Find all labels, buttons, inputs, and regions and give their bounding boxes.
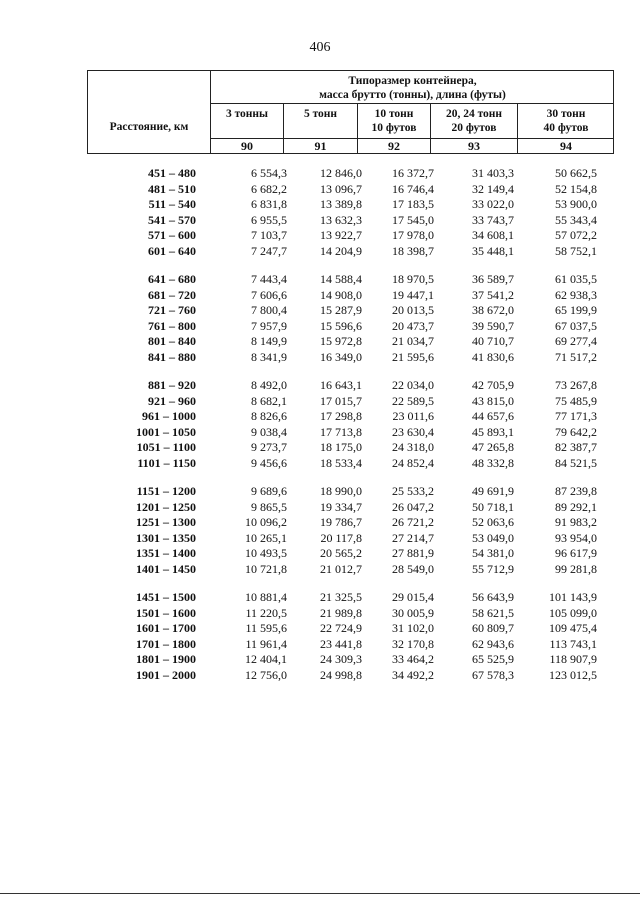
tariff-value: 31 102,0	[392, 621, 434, 635]
tariff-value: 22 034,0	[392, 378, 434, 392]
tariff-value: 6 955,5	[251, 212, 287, 227]
tariff-value: 16 349,0	[320, 349, 362, 364]
tariff-value: 21 325,5	[320, 590, 362, 604]
tariff-value: 8 492,0	[251, 378, 287, 392]
table-row	[0, 440, 640, 456]
tariff-value: 9 865,5	[251, 499, 287, 514]
tariff-value: 11 220,5	[245, 605, 287, 620]
tariff-value: 14 204,9	[320, 243, 362, 258]
tariff-value: 61 035,5	[555, 272, 597, 286]
table-row	[0, 228, 640, 244]
tariff-value: 17 015,7	[320, 393, 362, 408]
table-row	[0, 288, 640, 304]
column-header-30t	[518, 104, 614, 154]
tariff-value: 17 978,0	[392, 228, 434, 242]
table-row	[0, 456, 640, 472]
tariff-value: 6 682,2	[251, 181, 287, 196]
tariff-value: 10 881,4	[245, 590, 287, 604]
tariff-value: 13 096,7	[320, 181, 362, 196]
tariff-value: 8 149,9	[251, 334, 287, 348]
table-row	[0, 500, 640, 516]
tariff-value: 58 621,5	[472, 605, 514, 620]
row-group	[0, 166, 640, 259]
tariff-value: 19 447,1	[392, 287, 434, 302]
table-row	[0, 562, 640, 578]
tariff-value: 71 517,2	[555, 349, 597, 364]
tariff-value: 24 318,0	[392, 440, 434, 454]
tariff-value: 18 970,5	[392, 272, 434, 286]
tariff-value: 52 154,8	[555, 181, 597, 196]
table-row	[0, 394, 640, 410]
tariff-value: 65 525,9	[472, 652, 514, 666]
tariff-value: 9 456,6	[251, 455, 287, 470]
table-row	[0, 334, 640, 350]
table-row	[0, 213, 640, 229]
tariff-value: 12 404,1	[245, 652, 287, 666]
tariff-value: 101 143,9	[549, 590, 597, 604]
distance-range: 1451 – 1500	[136, 590, 196, 604]
column-label: 10 тонн 10 футов	[371, 108, 417, 134]
tariff-value: 7 103,7	[251, 228, 287, 242]
tariff-value: 6 831,8	[251, 197, 287, 211]
tariff-value: 32 149,4	[472, 181, 514, 196]
tariff-value: 79 642,2	[555, 424, 597, 439]
tariff-value: 20 013,5	[392, 303, 434, 317]
tariff-value: 53 900,0	[555, 197, 597, 211]
table-row	[0, 244, 640, 260]
page-number: 406	[309, 40, 331, 55]
tariff-value: 17 183,5	[392, 197, 434, 211]
tariff-value: 17 298,8	[320, 409, 362, 423]
tariff-value: 118 907,9	[549, 652, 597, 666]
table-row	[0, 515, 640, 531]
table-row	[0, 350, 640, 366]
column-code: 94	[518, 138, 614, 155]
table-row	[0, 637, 640, 653]
tariff-value: 69 277,4	[555, 334, 597, 348]
tariff-value: 32 170,8	[392, 636, 434, 651]
tariff-value: 7 957,9	[251, 318, 287, 333]
tariff-value: 13 922,7	[320, 228, 362, 242]
container-type-title-line2: масса брутто (тонны), длина (футы)	[319, 89, 506, 101]
tariff-value: 27 214,7	[392, 530, 434, 545]
column-code: 92	[358, 138, 430, 155]
tariff-value: 10 265,1	[245, 530, 287, 545]
distance-range: 511 – 540	[148, 197, 196, 211]
tariff-value: 62 943,6	[472, 636, 514, 651]
tariff-value: 10 096,2	[245, 515, 287, 529]
distance-range: 1901 – 2000	[136, 667, 196, 682]
distance-range: 761 – 800	[148, 318, 196, 333]
row-group	[0, 378, 640, 471]
tariff-value: 41 830,6	[472, 349, 514, 364]
tariff-value: 67 578,3	[472, 667, 514, 682]
tariff-value: 11 961,4	[245, 636, 287, 651]
tariff-value: 13 632,3	[320, 212, 362, 227]
distance-header-cell	[87, 70, 211, 154]
table-row	[0, 197, 640, 213]
table-row	[0, 531, 640, 547]
tariff-value: 30 005,9	[392, 605, 434, 620]
table-row	[0, 425, 640, 441]
tariff-value: 34 608,1	[472, 228, 514, 242]
tariff-value: 15 596,6	[320, 318, 362, 333]
tariff-value: 21 595,6	[392, 349, 434, 364]
distance-range: 681 – 720	[148, 287, 196, 302]
tariff-value: 16 746,4	[392, 181, 434, 196]
tariff-value: 10 493,5	[245, 546, 287, 560]
tariff-value: 33 464,2	[392, 652, 434, 666]
tariff-value: 17 545,0	[392, 212, 434, 227]
tariff-value: 8 682,1	[251, 393, 287, 408]
tariff-value: 57 072,2	[555, 228, 597, 242]
tariff-value: 42 705,9	[472, 378, 514, 392]
column-header-10t	[358, 104, 431, 154]
row-group	[0, 484, 640, 577]
tariff-value: 65 199,9	[555, 303, 597, 317]
distance-range: 881 – 920	[148, 378, 196, 392]
container-type-header	[211, 70, 614, 104]
tariff-value: 77 171,3	[555, 409, 597, 423]
table-row	[0, 182, 640, 198]
distance-range: 1251 – 1300	[136, 515, 196, 529]
distance-range: 921 – 960	[148, 393, 196, 408]
table-row	[0, 590, 640, 606]
distance-range: 601 – 640	[148, 243, 196, 258]
row-group	[0, 590, 640, 683]
distance-range: 1201 – 1250	[136, 499, 196, 514]
table-row	[0, 378, 640, 394]
tariff-value: 15 972,8	[320, 334, 362, 348]
distance-range: 571 – 600	[148, 228, 196, 242]
tariff-value: 12 756,0	[245, 667, 287, 682]
tariff-value: 53 049,0	[472, 530, 514, 545]
column-code: 91	[284, 138, 357, 155]
tariff-value: 123 012,5	[549, 667, 597, 682]
container-type-title-line1: Типоразмер контейнера,	[348, 75, 477, 87]
tariff-value: 31 403,3	[472, 166, 514, 180]
tariff-value: 40 710,7	[472, 334, 514, 348]
tariff-value: 14 588,4	[320, 272, 362, 286]
tariff-value: 91 983,2	[555, 515, 597, 529]
tariff-value: 75 485,9	[555, 393, 597, 408]
tariff-value: 17 713,8	[320, 424, 362, 439]
distance-range: 1351 – 1400	[136, 546, 196, 560]
table-row	[0, 409, 640, 425]
tariff-value: 50 718,1	[472, 499, 514, 514]
distance-range: 1801 – 1900	[136, 652, 196, 666]
tariff-value: 50 662,5	[555, 166, 597, 180]
tariff-value: 33 743,7	[472, 212, 514, 227]
tariff-value: 10 721,8	[245, 561, 287, 576]
column-header-20t	[431, 104, 518, 154]
tariff-value: 35 448,1	[472, 243, 514, 258]
tariff-value: 22 724,9	[320, 621, 362, 635]
tariff-value: 48 332,8	[472, 455, 514, 470]
tariff-value: 9 273,7	[251, 440, 287, 454]
tariff-value: 38 672,0	[472, 303, 514, 317]
tariff-value: 18 990,0	[320, 484, 362, 498]
table-row	[0, 546, 640, 562]
tariff-value: 9 038,4	[251, 424, 287, 439]
tariff-value: 7 247,7	[251, 243, 287, 258]
tariff-value: 43 815,0	[472, 393, 514, 408]
column-label: 3 тонны	[225, 108, 269, 120]
distance-range: 1601 – 1700	[136, 621, 196, 635]
distance-header-label: Расстояние, км	[109, 121, 189, 133]
tariff-value: 55 343,4	[555, 212, 597, 227]
table-row	[0, 652, 640, 668]
tariff-value: 7 800,4	[251, 303, 287, 317]
tariff-value: 25 533,2	[392, 484, 434, 498]
tariff-value: 14 908,0	[320, 287, 362, 302]
tariff-value: 33 022,0	[472, 197, 514, 211]
column-label: 20, 24 тонн 20 футов	[445, 108, 503, 134]
tariff-table-body	[0, 166, 640, 696]
tariff-value: 11 595,6	[245, 621, 287, 635]
tariff-value: 93 954,0	[555, 530, 597, 545]
column-label: 30 тонн 40 футов	[543, 108, 589, 134]
distance-range: 1051 – 1100	[136, 440, 196, 454]
tariff-value: 54 381,0	[472, 546, 514, 560]
tariff-value: 19 334,7	[320, 499, 362, 514]
table-row	[0, 621, 640, 637]
tariff-value: 24 998,8	[320, 667, 362, 682]
tariff-value: 56 643,9	[472, 590, 514, 604]
distance-range: 481 – 510	[148, 181, 196, 196]
tariff-value: 84 521,5	[555, 455, 597, 470]
tariff-value: 45 893,1	[472, 424, 514, 439]
tariff-value: 26 721,2	[392, 515, 434, 529]
tariff-value: 37 541,2	[472, 287, 514, 302]
distance-range: 1301 – 1350	[136, 530, 196, 545]
tariff-value: 82 387,7	[555, 440, 597, 454]
table-row	[0, 668, 640, 684]
tariff-value: 47 265,8	[472, 440, 514, 454]
tariff-value: 16 643,1	[320, 378, 362, 392]
tariff-value: 19 786,7	[320, 515, 362, 529]
table-row	[0, 303, 640, 319]
tariff-value: 58 752,1	[555, 243, 597, 258]
column-label: 5 тонн	[303, 108, 338, 120]
tariff-value: 20 117,8	[320, 530, 362, 545]
tariff-value: 21 989,8	[320, 605, 362, 620]
tariff-value: 22 589,5	[392, 393, 434, 408]
tariff-value: 6 554,3	[251, 166, 287, 180]
distance-range: 1151 – 1200	[136, 484, 196, 498]
tariff-value: 87 239,8	[555, 484, 597, 498]
distance-range: 1701 – 1800	[136, 636, 196, 651]
tariff-value: 18 175,0	[320, 440, 362, 454]
tariff-value: 36 589,7	[472, 272, 514, 286]
tariff-value: 16 372,7	[392, 166, 434, 180]
tariff-value: 26 047,2	[392, 499, 434, 514]
tariff-value: 23 011,6	[392, 409, 434, 423]
tariff-value: 44 657,6	[472, 409, 514, 423]
tariff-value: 21 034,7	[392, 334, 434, 348]
tariff-value: 27 881,9	[392, 546, 434, 560]
tariff-value: 18 533,4	[320, 455, 362, 470]
distance-range: 1001 – 1050	[136, 424, 196, 439]
table-row	[0, 606, 640, 622]
tariff-value: 49 691,9	[472, 484, 514, 498]
tariff-value: 89 292,1	[555, 499, 597, 514]
tariff-value: 18 398,7	[392, 243, 434, 258]
distance-range: 841 – 880	[148, 349, 196, 364]
column-header-3t	[211, 104, 284, 154]
tariff-value: 9 689,6	[251, 484, 287, 498]
row-group	[0, 272, 640, 365]
column-code: 93	[431, 138, 517, 155]
tariff-value: 29 015,4	[392, 590, 434, 604]
distance-range: 721 – 760	[148, 303, 196, 317]
tariff-value: 20 473,7	[392, 318, 434, 333]
tariff-value: 60 809,7	[472, 621, 514, 635]
tariff-value: 24 852,4	[392, 455, 434, 470]
tariff-value: 24 309,3	[320, 652, 362, 666]
tariff-value: 20 565,2	[320, 546, 362, 560]
distance-range: 961 – 1000	[142, 409, 196, 423]
tariff-value: 105 099,0	[549, 605, 597, 620]
tariff-value: 28 549,0	[392, 561, 434, 576]
tariff-value: 34 492,2	[392, 667, 434, 682]
tariff-value: 8 826,6	[251, 409, 287, 423]
tariff-value: 55 712,9	[472, 561, 514, 576]
tariff-value: 73 267,8	[555, 378, 597, 392]
tariff-value: 67 037,5	[555, 318, 597, 333]
tariff-value: 62 938,3	[555, 287, 597, 302]
tariff-value: 8 341,9	[251, 349, 287, 364]
tariff-value: 21 012,7	[320, 561, 362, 576]
table-row	[0, 272, 640, 288]
table-row	[0, 166, 640, 182]
tariff-value: 23 630,4	[392, 424, 434, 439]
distance-range: 541 – 570	[148, 212, 196, 227]
tariff-value: 96 617,9	[555, 546, 597, 560]
tariff-value: 7 606,6	[251, 287, 287, 302]
table-row	[0, 484, 640, 500]
distance-range: 1501 – 1600	[136, 605, 196, 620]
tariff-value: 15 287,9	[320, 303, 362, 317]
distance-range: 801 – 840	[148, 334, 196, 348]
tariff-value: 39 590,7	[472, 318, 514, 333]
tariff-value: 52 063,6	[472, 515, 514, 529]
table-row	[0, 319, 640, 335]
distance-range: 641 – 680	[148, 272, 196, 286]
tariff-value: 113 743,1	[549, 636, 597, 651]
tariff-value: 12 846,0	[320, 166, 362, 180]
distance-range: 1101 – 1150	[137, 455, 196, 470]
distance-range: 1401 – 1450	[136, 561, 196, 576]
tariff-value: 7 443,4	[251, 272, 287, 286]
tariff-value: 13 389,8	[320, 197, 362, 211]
page-bottom-rule	[0, 893, 640, 894]
distance-range: 451 – 480	[148, 166, 196, 180]
tariff-value: 23 441,8	[320, 636, 362, 651]
column-code: 90	[211, 138, 283, 155]
column-header-5t	[284, 104, 358, 154]
tariff-value: 109 475,4	[549, 621, 597, 635]
tariff-value: 99 281,8	[555, 561, 597, 576]
